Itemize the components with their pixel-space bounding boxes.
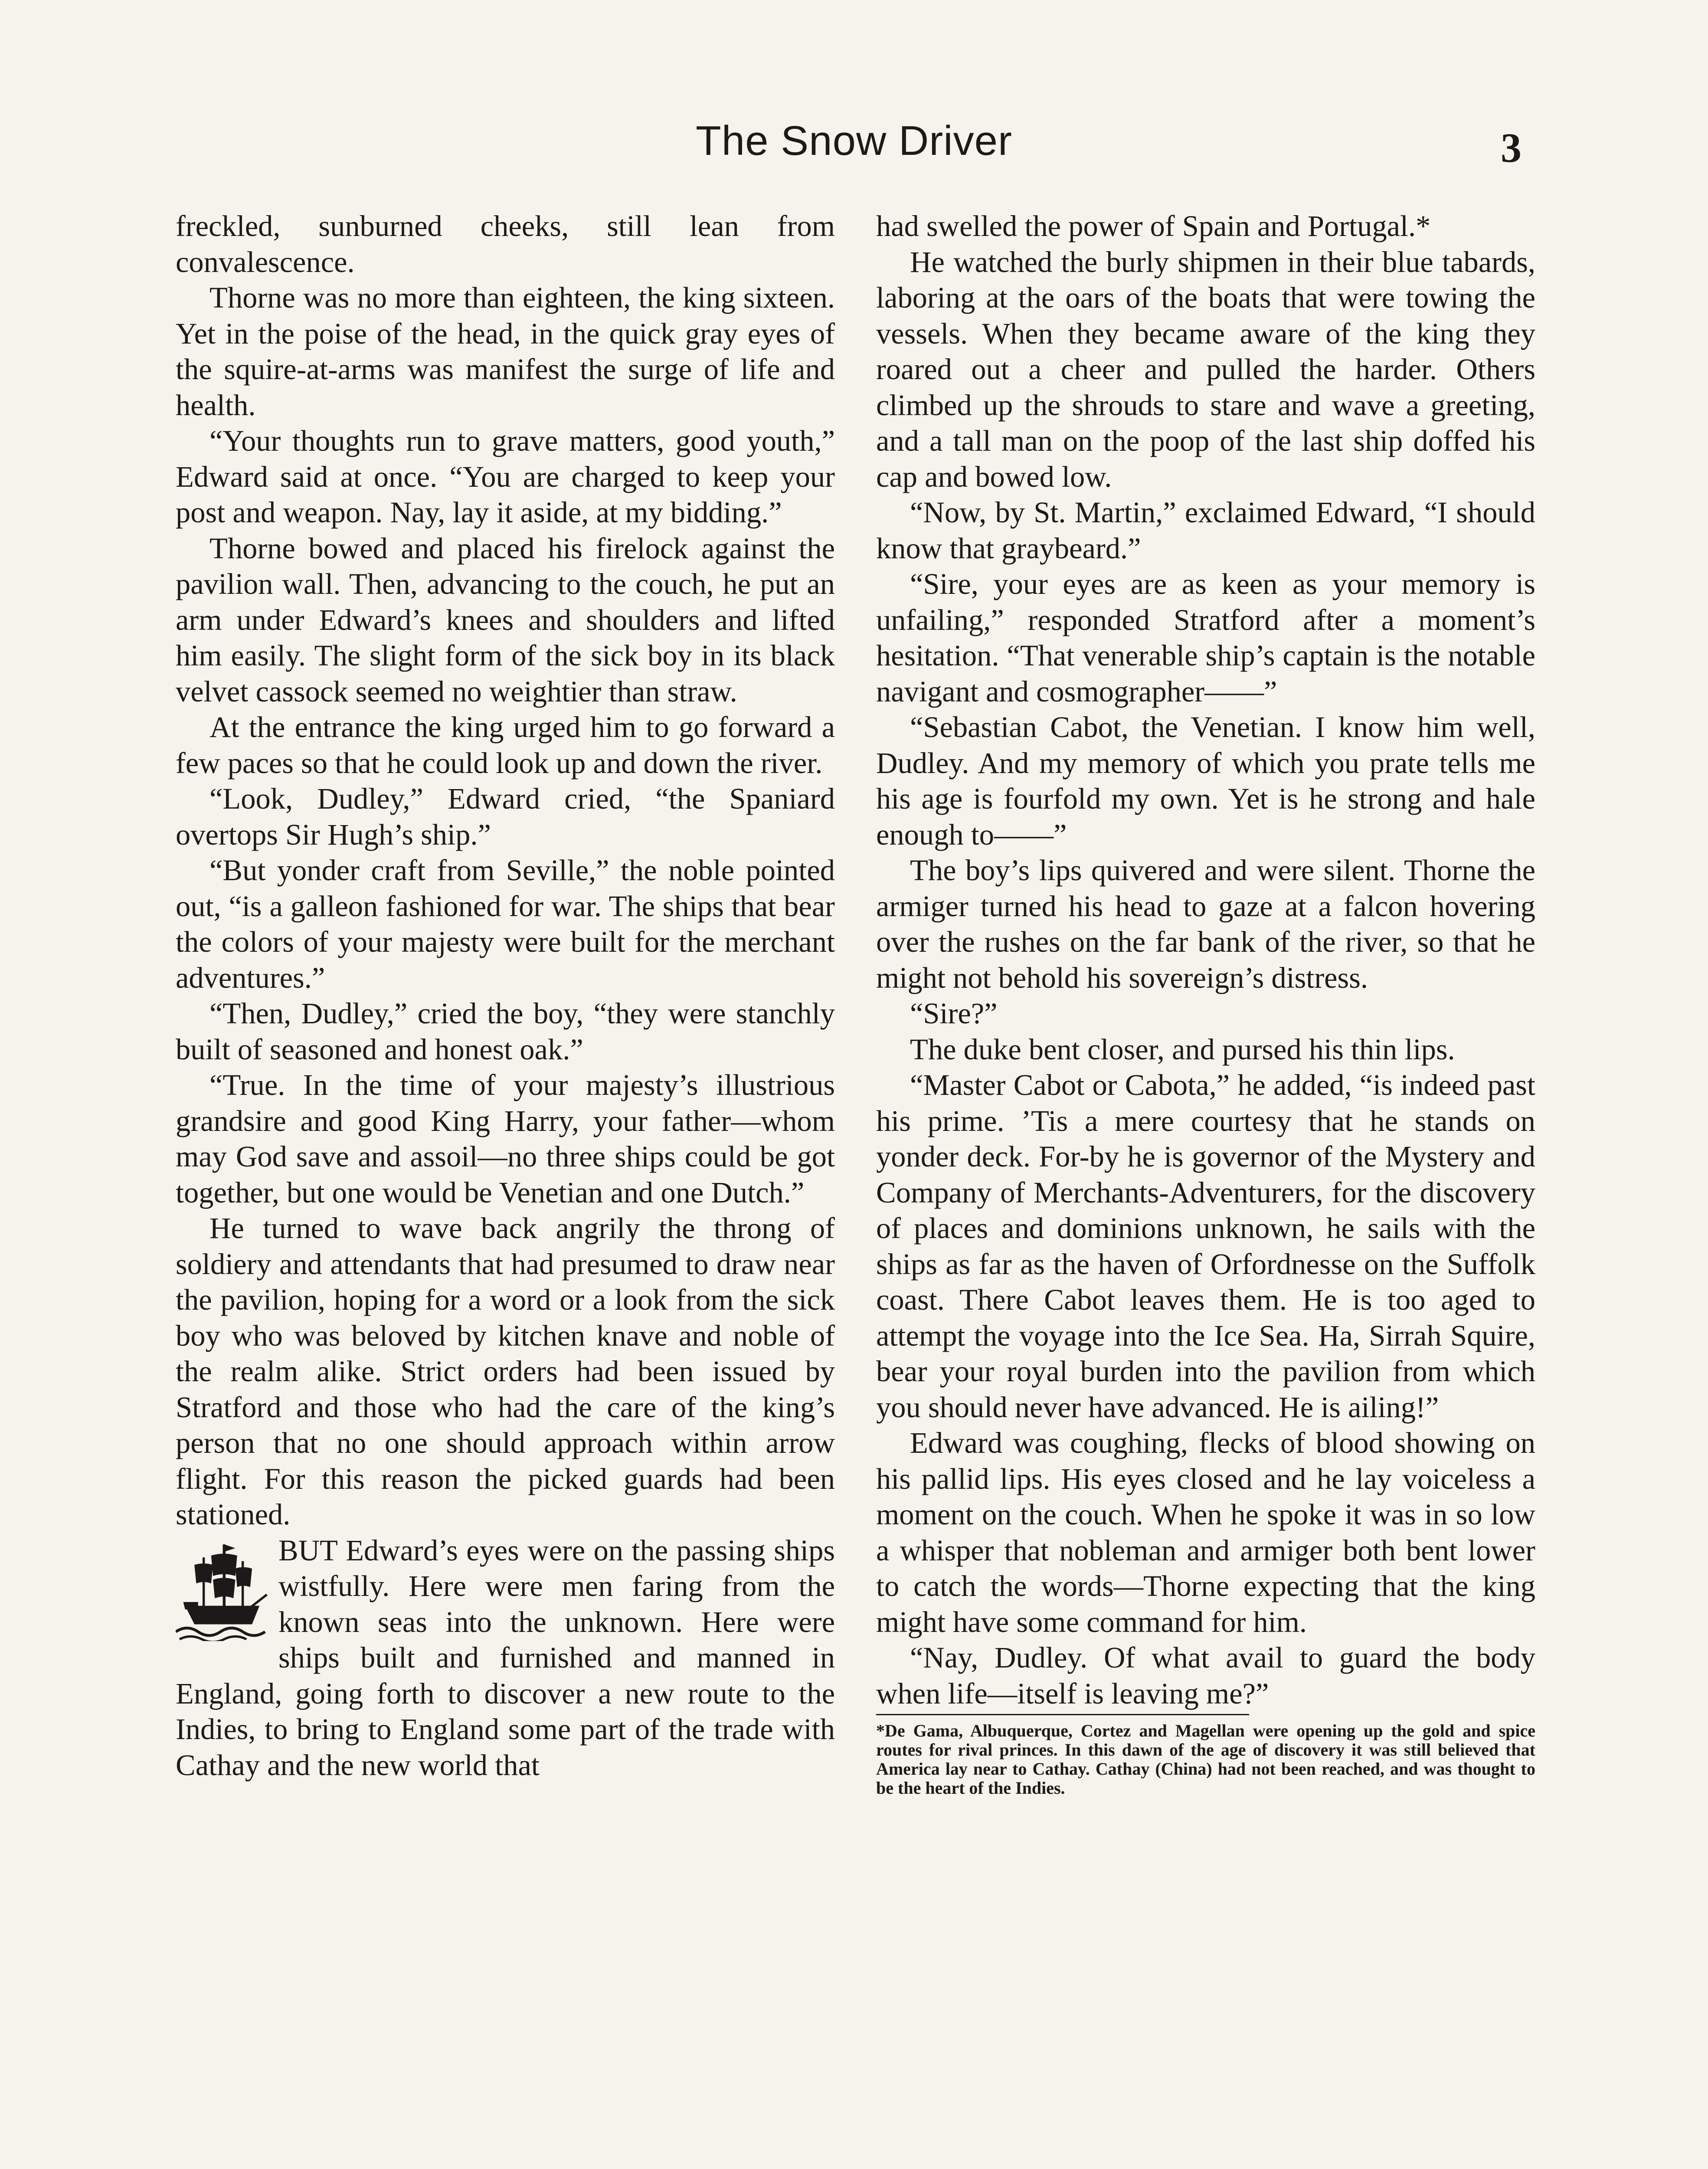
paragraph: The boy’s lips quivered and were silent. Thorne the armiger turned his head to gaze at a falcon hovering over the rushes on the far bank of the river, so that he might not behold his sovereign’s distress. — [876, 854, 1535, 994]
paragraph: “Sire?” — [910, 997, 998, 1030]
page-number: 3 — [1501, 125, 1521, 171]
paragraph: Thorne bowed and placed his firelock against the pavilion wall. Then, advancing to the couch, he put an arm under Edward’s knees and shoulders and lifted him easily. The slight form of the sick boy in its black velvet cassock seemed no weightier than straw. — [176, 531, 835, 708]
paragraph: “Look, Dudley,” Edward cried, “the Spaniard overtops Sir Hugh’s ship.” — [176, 782, 835, 851]
paragraph: He watched the burly shipmen in their blue tabards, laboring at the oars of the boats that were towing the vessels. When they became aware of the king they roared out a cheer and pulled the harder. Others climbed up the shrouds to stare and wave a greeting, and a tall man on the poop of the last ship doffed his cap and bowed low. — [876, 245, 1535, 493]
paragraph: Edward was coughing, flecks of blood showing on his pallid lips. His eyes closed and he lay voiceless a moment on the couch. When he spoke it was in so low a whisper that nobleman and armiger both bent lower to catch the words—Thorne expecting that the king might have some command for him. — [876, 1426, 1535, 1638]
paragraph: freckled, sunburned cheeks, still lean from convalescence. — [176, 210, 835, 278]
paragraph: “Now, by St. Martin,” exclaimed Edward, “I should know that graybeard.” — [876, 496, 1535, 565]
paragraph: had swelled the power of Spain and Portugal.* — [876, 210, 1431, 242]
right-text-column — [876, 208, 1535, 1798]
left-text-column — [176, 208, 835, 1783]
paragraph: Thorne was no more than eighteen, the king sixteen. Yet in the poise of the head, in the quick gray eyes of the squire-at-arms was manifest the surge of life and health. — [176, 281, 835, 422]
paragraph: “Master Cabot or Cabota,” he added, “is indeed past his prime. ’Tis a mere courtesy that he stands on yonder deck. For-by he is governor of the Mystery and Company of Merchants-Adventurers, for the discovery of places and dominions unknown, he sails with the ships as far as the haven of Orfordnesse on the Suffolk coast. There Cabot leaves them. He is too aged to attempt the voyage into the Ice Sea. Ha, Sirrah Squire, bear your royal burden into the pavilion from which you should never have advanced. He is ailing!” — [876, 1068, 1535, 1424]
running-title: The Snow Driver — [696, 118, 1012, 164]
paragraph: “Sebastian Cabot, the Venetian. I know him well, Dudley. And my memory of which you prate tells me his age is fourfold my own. Yet is he strong and hale enough to——” — [876, 711, 1535, 851]
ornamented-paragraph — [176, 1533, 835, 1783]
footnote-divider — [876, 1714, 1249, 1715]
paragraph: The duke bent closer, and pursed his thin lips. — [910, 1032, 1455, 1066]
footnote: *De Gama, Albuquerque, Cortez and Magellan were opening up the gold and spice routes for rival princes. In this dawn of the age of discovery it was still believed that America lay near to Cathay. Cathay (China) had not been reached, and was thought to be the heart of the Indies. — [876, 1721, 1535, 1798]
paragraph: “Then, Dudley,” cried the boy, “they were stanchly built of seasoned and honest oak.” — [176, 997, 835, 1066]
paragraph-text: BUT Edward’s eyes were on the passing ships wistfully. Here were men faring from the known seas into the unknown. Here were ships built and furnished and manned in England, going forth to discover a new route to the Indies, to bring to England some part of the trade with Cathay and the new world that — [176, 1533, 835, 1782]
paragraph: “Nay, Dudley. Of what avail to guard the body when life—itself is leaving me?” — [876, 1641, 1535, 1710]
paragraph: He turned to wave back angrily the throng of soldiery and attendants that had presumed to draw near the pavilion, hoping for a word or a look from the sick boy who was beloved by kitchen knave and noble of the realm alike. Strict orders had been issued by Stratford and those who had the care of the king’s person that no one should approach within arrow flight. For this reason the picked guards had been stationed. — [176, 1212, 835, 1531]
paragraph: “Sire, your eyes are as keen as your memory is unfailing,” responded Stratford after a moment’s hesitation. “That venerable ship’s captain is the notable navigant and cosmographer——” — [876, 567, 1535, 708]
paragraph: “But yonder craft from Seville,” the noble pointed out, “is a galleon fashioned for war. The ships that bear the colors of your majesty were built for the merchant adventures.” — [176, 854, 835, 994]
paragraph: “True. In the time of your majesty’s illustrious grandsire and good King Harry, your father—whom may God save and assoil—no three ships could be got together, but one would be Venetian and one Dutch.” — [176, 1068, 835, 1209]
paragraph: At the entrance the king urged him to go forward a few paces so that he could look up and down the river. — [176, 711, 835, 780]
sailing-ship-icon — [176, 1537, 269, 1641]
paragraph: “Your thoughts run to grave matters, good youth,” Edward said at once. “You are charged to keep your post and weapon. Nay, lay it aside, at my bidding.” — [176, 424, 835, 529]
